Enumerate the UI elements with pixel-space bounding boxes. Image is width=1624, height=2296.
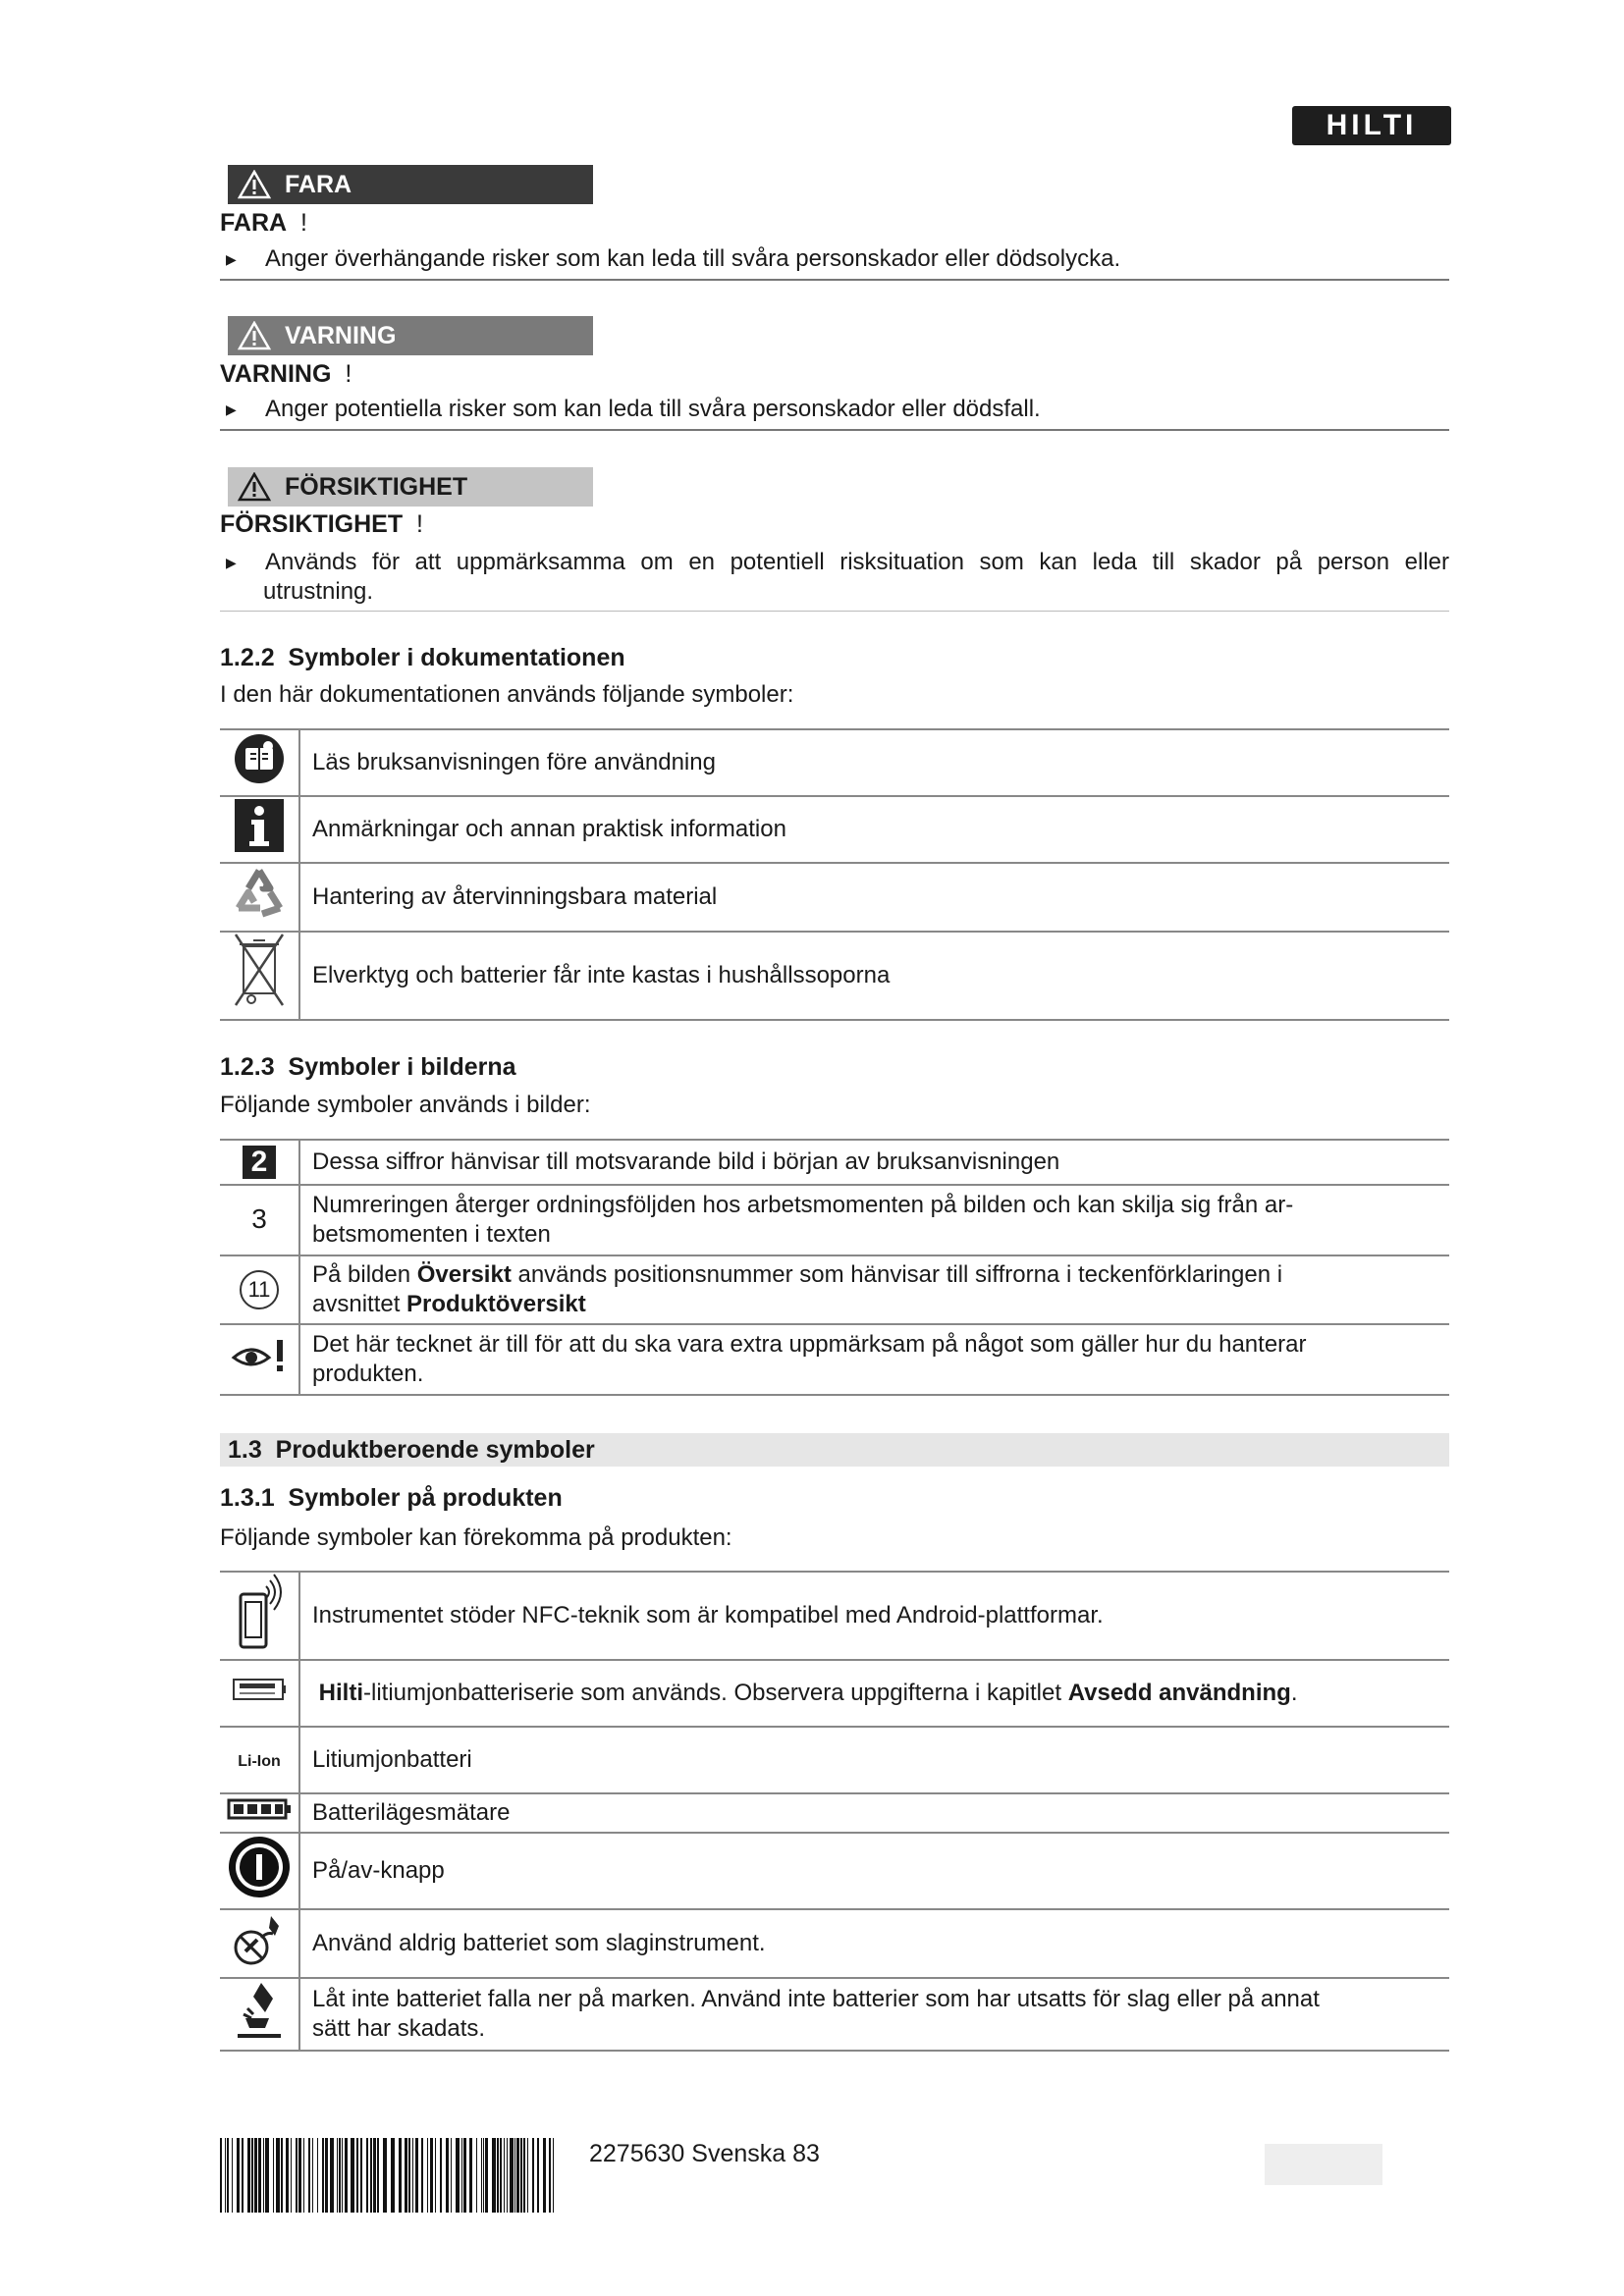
desc-line [312,1260,1449,1290]
warning-triangle-icon [238,170,271,199]
symbol-cell [220,1140,299,1185]
table-row [220,1660,1449,1727]
attention-eye-icon [230,1336,289,1375]
position-number-icon: 11 [240,1270,279,1309]
li-ion-icon: Li-Ion [238,1752,281,1770]
symbol-desc [299,1660,1449,1727]
barcode-bar [507,2138,508,2213]
caution-text: Används för att uppmärksamma om en potentiell risksituation som kan leda till skador på person eller [265,549,1449,575]
danger-bullet [220,244,1449,274]
barcode-bar [247,2138,250,2213]
barcode-bar [325,2138,328,2213]
barcode-bar [342,2138,343,2213]
table-row [220,1255,1449,1324]
barcode-bar [373,2138,376,2213]
crossed-bin-icon [234,933,285,1011]
desc-bold: Produktöversikt [406,1291,586,1317]
heading-number: 1.3.1 [220,1484,275,1512]
warning-title [220,360,1449,389]
barcode-bar [549,2138,551,2213]
barcode-bar [312,2138,313,2213]
caution-title [220,510,1449,539]
desc-part: -litiumjonbatteriserie som används. Observera uppgifterna i kapitlet [363,1680,1068,1706]
symbol-cell [220,1833,299,1909]
table-row [220,1185,1449,1255]
barcode-bar [237,2138,240,2213]
barcode-bar [516,2138,519,2213]
barcode-bar [461,2138,462,2213]
warning-triangle-icon [238,472,271,502]
barcode-bar [481,2138,482,2213]
page-tab-marker [1265,2144,1382,2185]
symbol-desc: Använd aldrig batteriet som slaginstrument. [299,1909,1449,1978]
symbol-cell [220,1909,299,1978]
table-row [220,932,1449,1020]
heading-number: 1.2.2 [220,644,275,671]
barcode-bar [296,2138,298,2213]
desc-bold: Avsedd användning [1067,1680,1291,1706]
barcode-bar [225,2138,226,2213]
symbol-desc [299,1978,1449,2051]
section-1-3-band [220,1433,1449,1467]
symbol-cell [220,932,299,1020]
barcode-bar [476,2138,477,2213]
barcode-bar [232,2138,233,2213]
table-row [220,1324,1449,1395]
barcode-bar [520,2138,522,2213]
barcode-bar [322,2138,324,2213]
barcode-bar [360,2138,362,2213]
warning-bullet [220,395,1449,424]
barcode-bar [330,2138,334,2213]
warning-exclam: ! [345,360,352,388]
barcode-bar [351,2138,354,2213]
barcode-bar [337,2138,338,2213]
barcode-bar [504,2138,505,2213]
barcode-bar [456,2138,460,2213]
barcode-bar [485,2138,488,2213]
barcode-bar [523,2138,525,2213]
desc-line: Numreringen återger ordningsföljden hos arbetsmomenten på bilden och kan skilja sig från ar- [312,1192,1294,1218]
barcode-bar [286,2138,289,2213]
caution-title-text: FÖRSIKTIGHET [220,510,404,538]
info-icon [234,798,285,853]
desc-bold: Hilti [318,1680,363,1706]
barcode-bar [377,2138,379,2213]
barcode-bar [356,2138,358,2213]
symbol-cell [220,1727,299,1793]
barcode-bar [532,2138,534,2213]
bullet-arrow-icon: ▶ [226,555,237,570]
barcode-bar [370,2138,372,2213]
symbol-cell [220,863,299,932]
barcode-bar [446,2138,449,2213]
symbol-desc: Anmärkningar och annan praktisk information [299,796,1449,863]
barcode-icon [220,2138,562,2213]
no-hammer-icon [232,1912,287,1967]
barcode-bar [276,2138,280,2213]
danger-bar-label: FARA [285,170,352,198]
desc-line: Det här tecknet är till för att du ska vara extra uppmärksam på något som gäller hur du hanterar [312,1331,1307,1358]
table-row [220,1727,1449,1793]
symbol-desc: Dessa siffror hänvisar till motsvarande bild i början av bruksanvisningen [299,1140,1449,1185]
heading-1-2-2 [220,644,1449,672]
barcode-bar [412,2138,413,2213]
barcode-bar [303,2138,304,2213]
table-row [220,1793,1449,1833]
warning-text: Anger potentiella risker som kan leda till svåra personskador eller dödsfall. [265,396,1041,422]
desc-part: . [1290,1680,1298,1706]
figure-symbols-table [220,1139,1449,1396]
symbol-desc [299,1324,1449,1395]
logo-text: HILTI [1326,109,1418,141]
bullet-arrow-icon: ▶ [226,251,237,267]
table-row [220,1909,1449,1978]
barcode-bar [251,2138,253,2213]
desc-part: avsnittet [312,1291,407,1317]
symbol-desc: Instrumentet stöder NFC-teknik som är kompatibel med Android-plattformar. [299,1572,1449,1660]
barcode-bar [254,2138,257,2213]
barcode-bar [258,2138,261,2213]
barcode-bar [497,2138,499,2213]
symbol-cell [220,1255,299,1324]
barcode-bar [273,2138,274,2213]
danger-title-text: FARA [220,209,288,237]
caution-bar-label: FÖRSIKTIGHET [285,472,468,501]
heading-text: Produktberoende symboler [275,1435,595,1464]
symbol-desc: Hantering av återvinningsbara material [299,863,1449,932]
bullet-arrow-icon: ▶ [226,401,237,417]
heading-1-2-3 [220,1053,1449,1082]
desc-bold: Översikt [416,1261,512,1288]
heading-text: Symboler i bilderna [288,1053,516,1081]
desc-line [312,1290,1449,1319]
battery-gauge-icon [227,1798,292,1820]
symbol-desc: På/av-knapp [299,1833,1449,1909]
table-row [220,1833,1449,1909]
barcode-bar [366,2138,368,2213]
symbol-cell [220,729,299,796]
table-row [220,729,1449,796]
barcode-bar [510,2138,514,2213]
warning-triangle-icon [238,321,271,350]
read-manual-icon [233,732,286,785]
heading-text: Symboler i dokumentationen [288,644,625,671]
desc-part: På bilden [312,1261,417,1288]
caution-signal-bar [228,467,593,507]
barcode-bar [514,2138,515,2213]
barcode-bar [543,2138,546,2213]
barcode-bar [492,2138,496,2213]
hilti-logo [1292,106,1451,145]
caution-exclam: ! [416,510,423,538]
barcode-bar [265,2138,269,2213]
step-number-icon: 3 [251,1203,267,1234]
barcode-bar [415,2138,418,2213]
barcode-bar [345,2138,348,2213]
symbol-desc [299,1185,1449,1255]
symbol-desc: Litiumjonbatteri [299,1727,1449,1793]
barcode-bar [527,2138,528,2213]
desc-line: Låt inte batteriet falla ner på marken. Använd inte batterier som har utsatts för slag eller på annat [312,1986,1320,2012]
warning-bar-label: VARNING [285,321,397,349]
barcode-bar [463,2138,466,2213]
table-row [220,1140,1449,1185]
table-row [220,1572,1449,1660]
barcode-bar [421,2138,423,2213]
barcode-bar [469,2138,472,2213]
power-button-icon [227,1835,292,1899]
divider [220,429,1449,431]
desc-line: betsmomenten i texten [312,1221,551,1248]
barcode-bar [391,2138,395,2213]
barcode-bar [405,2138,407,2213]
recycle-icon [231,865,288,922]
figure-number-icon: 2 [243,1146,276,1179]
barcode-bar [399,2138,402,2213]
barcode-bar [339,2138,341,2213]
barcode-bar [435,2138,436,2213]
barcode-bar [408,2138,410,2213]
barcode-bar [291,2138,292,2213]
caution-text-line2: utrustning. [263,578,374,605]
barcode-bar [537,2138,539,2213]
desc-line: produkten. [312,1361,424,1387]
table-row [220,1978,1449,2051]
barcode-bar [281,2138,283,2213]
barcode-bar [427,2138,428,2213]
symbol-cell [220,1324,299,1395]
barcode-bar [308,2138,310,2213]
symbol-cell [220,1572,299,1660]
intro-1-2-3: Följande symboler används i bilder: [220,1092,591,1118]
barcode-bar [227,2138,229,2213]
warning-title-text: VARNING [220,360,332,388]
caution-bullet [220,548,1449,577]
intro-1-3-1: Följande symboler kan förekomma på produkten: [220,1524,732,1551]
symbol-desc: Elverktyg och batterier får inte kastas i hushållssoporna [299,932,1449,1020]
doc-symbols-table [220,728,1449,1021]
table-row [220,863,1449,932]
symbol-cell [220,1660,299,1727]
hilti-battery-series-icon [232,1678,287,1701]
desc-line: sätt har skadats. [312,2015,486,2042]
symbol-cell [220,1185,299,1255]
barcode-bar [298,2138,301,2213]
heading-number: 1.2.3 [220,1053,275,1081]
danger-title [220,209,1449,238]
divider [220,611,1449,612]
heading-number: 1.3 [228,1435,262,1464]
symbol-desc: Läs bruksanvisningen före användning [299,729,1449,796]
heading-1-3-1 [220,1484,1449,1513]
symbol-cell [220,1978,299,2051]
symbol-desc: Batterilägesmätare [299,1793,1449,1833]
danger-exclam: ! [299,209,307,237]
danger-signal-bar [228,165,593,204]
barcode-bar [383,2138,387,2213]
heading-text: Symboler på produkten [288,1484,563,1512]
table-row [220,796,1449,863]
symbol-desc [299,1255,1449,1324]
barcode-bar [242,2138,244,2213]
drop-warning-icon [232,1979,287,2042]
barcode-bar [220,2138,222,2213]
barcode-bar [430,2138,433,2213]
barcode-bar [483,2138,484,2213]
barcode-bar [553,2138,554,2213]
barcode-bar [451,2138,452,2213]
product-symbols-table [220,1571,1449,2052]
warning-signal-bar [228,316,593,355]
barcode-bar [263,2138,264,2213]
danger-text: Anger överhängande risker som kan leda till svåra personskador eller dödsolycka. [265,245,1121,272]
symbol-cell [220,1793,299,1833]
divider [220,279,1449,281]
barcode-bar [500,2138,502,2213]
footer-text: 2275630 Svenska 83 [589,2140,820,2167]
barcode-bar [317,2138,318,2213]
symbol-cell [220,796,299,863]
barcode-bar [440,2138,442,2213]
desc-part: används positionsnummer som hänvisar till siffrorna i teckenförklaringen i [511,1261,1283,1288]
intro-1-2-2: I den här dokumentationen används följande symboler: [220,681,794,708]
nfc-phone-icon [235,1573,284,1651]
